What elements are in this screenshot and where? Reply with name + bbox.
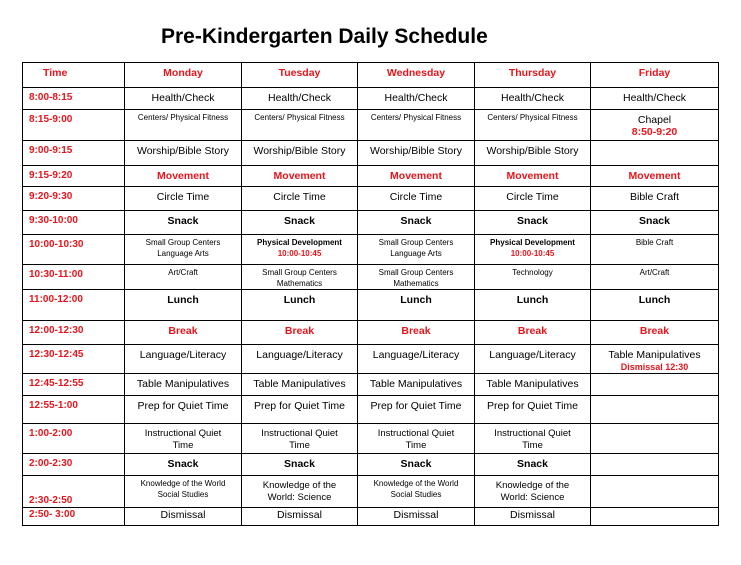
schedule-table	[22, 62, 719, 526]
cell-line-1: Small Group Centers	[378, 268, 454, 277]
cell-line-1: Small Group Centers	[145, 238, 221, 247]
header-time: Time	[23, 63, 125, 88]
cell-line-2: Time	[172, 440, 194, 451]
activity-cell: Health/Check	[358, 88, 475, 110]
cell-line-2: Time	[405, 440, 427, 451]
table-row	[23, 454, 719, 476]
activity-cell	[591, 476, 719, 508]
table-row	[23, 476, 719, 508]
header-row	[23, 63, 719, 88]
activity-cell	[591, 396, 719, 424]
table-row	[23, 374, 719, 396]
activity-cell: Worship/Bible Story	[125, 141, 242, 166]
activity-cell: Centers/ Physical Fitness	[125, 110, 242, 141]
time-cell: 9:15-9:20	[23, 166, 125, 187]
cell-line-2: Language Arts	[157, 249, 209, 258]
activity-cell: Worship/Bible Story	[358, 141, 475, 166]
activity-cell: Movement	[125, 166, 242, 187]
activity-cell: Table Manipulatives	[358, 374, 475, 396]
activity-cell	[242, 265, 358, 290]
table-row	[23, 290, 719, 321]
activity-cell: Snack	[475, 211, 591, 235]
activity-cell: Health/Check	[475, 88, 591, 110]
activity-cell	[591, 110, 719, 141]
activity-cell: Centers/ Physical Fitness	[358, 110, 475, 141]
time-cell: 2:00-2:30	[23, 454, 125, 476]
activity-cell: Health/Check	[591, 88, 719, 110]
header-tuesday: Tuesday	[242, 63, 358, 88]
activity-cell	[358, 235, 475, 265]
cell-line-1: Physical Development	[257, 238, 342, 247]
activity-cell: Snack	[475, 454, 591, 476]
activity-cell: Dismissal	[358, 508, 475, 526]
activity-cell: Table Manipulatives	[242, 374, 358, 396]
activity-cell: Lunch	[125, 290, 242, 321]
activity-cell	[358, 424, 475, 454]
activity-cell	[591, 454, 719, 476]
header-friday: Friday	[591, 63, 719, 88]
activity-cell: Snack	[591, 211, 719, 235]
table-row	[23, 235, 719, 265]
cell-line-2: Mathematics	[276, 279, 323, 288]
header-monday: Monday	[125, 63, 242, 88]
activity-cell	[475, 235, 591, 265]
activity-cell	[125, 235, 242, 265]
table-row	[23, 211, 719, 235]
activity-cell: Lunch	[475, 290, 591, 321]
activity-cell: Break	[358, 321, 475, 345]
activity-cell	[475, 424, 591, 454]
activity-cell	[242, 476, 358, 508]
time-cell: 10:30-11:00	[23, 265, 125, 290]
table-row	[23, 424, 719, 454]
table-row	[23, 345, 719, 374]
activity-cell: Bible Craft	[591, 187, 719, 211]
table-row	[23, 88, 719, 110]
activity-cell: Dismissal	[475, 508, 591, 526]
time-cell: 12:55-1:00	[23, 396, 125, 424]
activity-cell	[591, 345, 719, 374]
cell-line-1: Technology	[512, 268, 553, 277]
activity-cell: Movement	[242, 166, 358, 187]
activity-cell: Language/Literacy	[125, 345, 242, 374]
time-cell: 12:30-12:45	[23, 345, 125, 374]
activity-cell: Movement	[591, 166, 719, 187]
cell-line-2: Mathematics	[393, 279, 439, 288]
activity-cell: Break	[125, 321, 242, 345]
cell-line-1: Instructional Quiet	[494, 428, 571, 439]
friday-chapel: Chapel	[637, 114, 672, 126]
cell-line-1: Physical Development	[490, 238, 575, 247]
table-row	[23, 187, 719, 211]
cell-line-2: Time	[522, 440, 543, 451]
activity-cell: Dismissal	[125, 508, 242, 526]
time-cell: 11:00-12:00	[23, 290, 125, 321]
activity-cell: Dismissal	[242, 508, 358, 526]
table-row	[23, 508, 719, 526]
activity-cell: Prep for Quiet Time	[358, 396, 475, 424]
time-cell: 8:15-9:00	[23, 110, 125, 141]
table-row	[23, 141, 719, 166]
time-cell: 9:20-9:30	[23, 187, 125, 211]
activity-cell	[125, 265, 242, 290]
activity-cell: Snack	[125, 454, 242, 476]
activity-cell: Prep for Quiet Time	[242, 396, 358, 424]
cell-line-2: World: Science	[267, 492, 332, 503]
activity-cell: Worship/Bible Story	[242, 141, 358, 166]
activity-cell: Language/Literacy	[475, 345, 591, 374]
time-cell: 8:00-8:15	[23, 88, 125, 110]
cell-line-1: Knowledge of the	[262, 480, 337, 491]
activity-cell: Table Manipulatives	[125, 374, 242, 396]
activity-cell: Break	[242, 321, 358, 345]
activity-cell	[242, 424, 358, 454]
table-row	[23, 110, 719, 141]
time-cell: 10:00-10:30	[23, 235, 125, 265]
table-row	[23, 321, 719, 345]
time-cell: 9:30-10:00	[23, 211, 125, 235]
time-cell: 12:45-12:55	[23, 374, 125, 396]
header-thursday: Thursday	[475, 63, 591, 88]
cell-line-2: Social Studies	[390, 490, 442, 499]
activity-cell	[591, 265, 719, 290]
activity-cell	[125, 424, 242, 454]
activity-cell: Language/Literacy	[358, 345, 475, 374]
cell-line-1: Knowledge of the World	[140, 479, 226, 488]
activity-cell: Health/Check	[125, 88, 242, 110]
cell-line-1: Knowledge of the	[495, 480, 570, 491]
activity-cell: Snack	[242, 211, 358, 235]
cell-line-2: 10:00-10:45	[277, 249, 322, 258]
activity-cell	[242, 235, 358, 265]
activity-cell	[591, 235, 719, 265]
activity-cell: Language/Literacy	[242, 345, 358, 374]
cell-line-2: Social Studies	[157, 490, 209, 499]
activity-cell: Prep for Quiet Time	[125, 396, 242, 424]
friday-chapel-time: 8:50-9:20	[631, 126, 678, 138]
time-cell: 1:00-2:00	[23, 424, 125, 454]
table-row	[23, 166, 719, 187]
activity-cell	[591, 141, 719, 166]
time-cell: 9:00-9:15	[23, 141, 125, 166]
cell-line-2: Language Arts	[390, 249, 442, 258]
friday-dismissal: Dismissal 12:30	[620, 362, 689, 372]
activity-cell	[475, 265, 591, 290]
cell-line-1: Knowledge of the World	[373, 479, 459, 488]
header-wednesday: Wednesday	[358, 63, 475, 88]
activity-cell: Movement	[475, 166, 591, 187]
activity-cell: Movement	[358, 166, 475, 187]
activity-cell: Table Manipulatives	[475, 374, 591, 396]
activity-cell: Snack	[242, 454, 358, 476]
activity-cell: Centers/ Physical Fitness	[475, 110, 591, 141]
activity-cell: Worship/Bible Story	[475, 141, 591, 166]
cell-line-1: Art/Craft	[639, 268, 670, 277]
cell-line-1: Instructional Quiet	[261, 428, 338, 439]
activity-cell	[591, 424, 719, 454]
activity-cell: Lunch	[242, 290, 358, 321]
activity-cell: Snack	[125, 211, 242, 235]
cell-line-1: Small Group Centers	[262, 268, 337, 277]
activity-cell: Snack	[358, 211, 475, 235]
activity-cell: Prep for Quiet Time	[475, 396, 591, 424]
cell-line-1: Art/Craft	[168, 268, 198, 277]
table-row	[23, 265, 719, 290]
time-cell: 2:30-2:50	[23, 476, 125, 508]
cell-line-1: Instructional Quiet	[377, 428, 455, 439]
activity-cell: Circle Time	[242, 187, 358, 211]
table-row	[23, 396, 719, 424]
activity-cell	[591, 508, 719, 526]
page-title: Pre-Kindergarten Daily Schedule	[161, 25, 488, 48]
activity-cell	[591, 374, 719, 396]
cell-line-1: Small Group Centers	[378, 238, 454, 247]
cell-line-1: Bible Craft	[635, 238, 674, 247]
activity-cell: Circle Time	[125, 187, 242, 211]
friday-manipulatives: Table Manipulatives	[608, 349, 701, 361]
cell-line-1: Instructional Quiet	[144, 428, 222, 439]
activity-cell: Snack	[358, 454, 475, 476]
activity-cell: Lunch	[358, 290, 475, 321]
activity-cell: Lunch	[591, 290, 719, 321]
activity-cell	[475, 476, 591, 508]
activity-cell	[125, 476, 242, 508]
cell-line-2: World: Science	[500, 492, 565, 503]
time-cell: 2:50- 3:00	[23, 508, 125, 526]
activity-cell	[358, 476, 475, 508]
activity-cell: Circle Time	[358, 187, 475, 211]
cell-line-2: 10:00-10:45	[510, 249, 555, 258]
activity-cell: Centers/ Physical Fitness	[242, 110, 358, 141]
time-cell: 12:00-12:30	[23, 321, 125, 345]
activity-cell: Break	[475, 321, 591, 345]
activity-cell: Circle Time	[475, 187, 591, 211]
activity-cell	[358, 265, 475, 290]
activity-cell: Health/Check	[242, 88, 358, 110]
activity-cell: Break	[591, 321, 719, 345]
cell-line-2: Time	[289, 440, 310, 451]
